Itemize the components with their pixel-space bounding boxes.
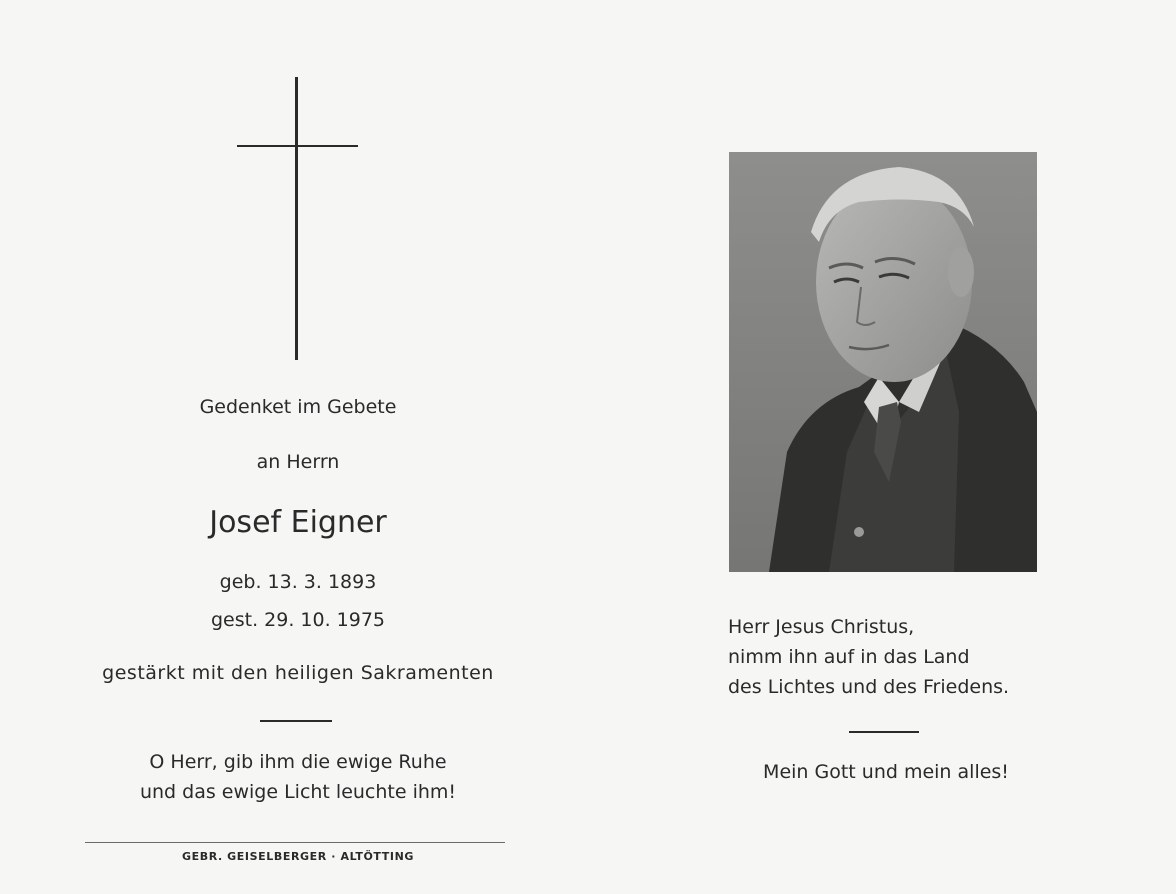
salutation-line: an Herrn bbox=[256, 451, 340, 473]
closing-line: Mein Gott und mein alles! bbox=[763, 761, 1009, 783]
verse-line-3: des Lichtes und des Friedens. bbox=[728, 676, 1010, 698]
footer-rule bbox=[85, 842, 505, 843]
printer-imprint: GEBR. GEISELBERGER · ALTÖTTING bbox=[181, 850, 415, 863]
opening-line: Gedenket im Gebete bbox=[199, 396, 397, 418]
right-panel bbox=[588, 0, 1176, 894]
cross-icon-vertical bbox=[295, 77, 298, 360]
portrait-illustration bbox=[729, 152, 1037, 572]
death-date: gest. 29. 10. 1975 bbox=[210, 609, 386, 631]
portrait-photo bbox=[729, 152, 1037, 572]
verse-line-1: Herr Jesus Christus, bbox=[728, 616, 915, 638]
divider bbox=[260, 720, 332, 722]
cross-icon-horizontal bbox=[237, 145, 358, 147]
prayer-line-2: und das ewige Licht leuchte ihm! bbox=[139, 781, 457, 803]
prayer-line-1: O Herr, gib ihm die ewige Ruhe bbox=[149, 751, 447, 773]
deceased-name: Josef Eigner bbox=[209, 505, 387, 540]
sacraments-line: gestärkt mit den heiligen Sakramenten bbox=[102, 662, 494, 684]
birth-date: geb. 13. 3. 1893 bbox=[219, 571, 377, 593]
divider bbox=[849, 731, 919, 733]
verse-line-2: nimm ihn auf in das Land bbox=[728, 646, 970, 668]
